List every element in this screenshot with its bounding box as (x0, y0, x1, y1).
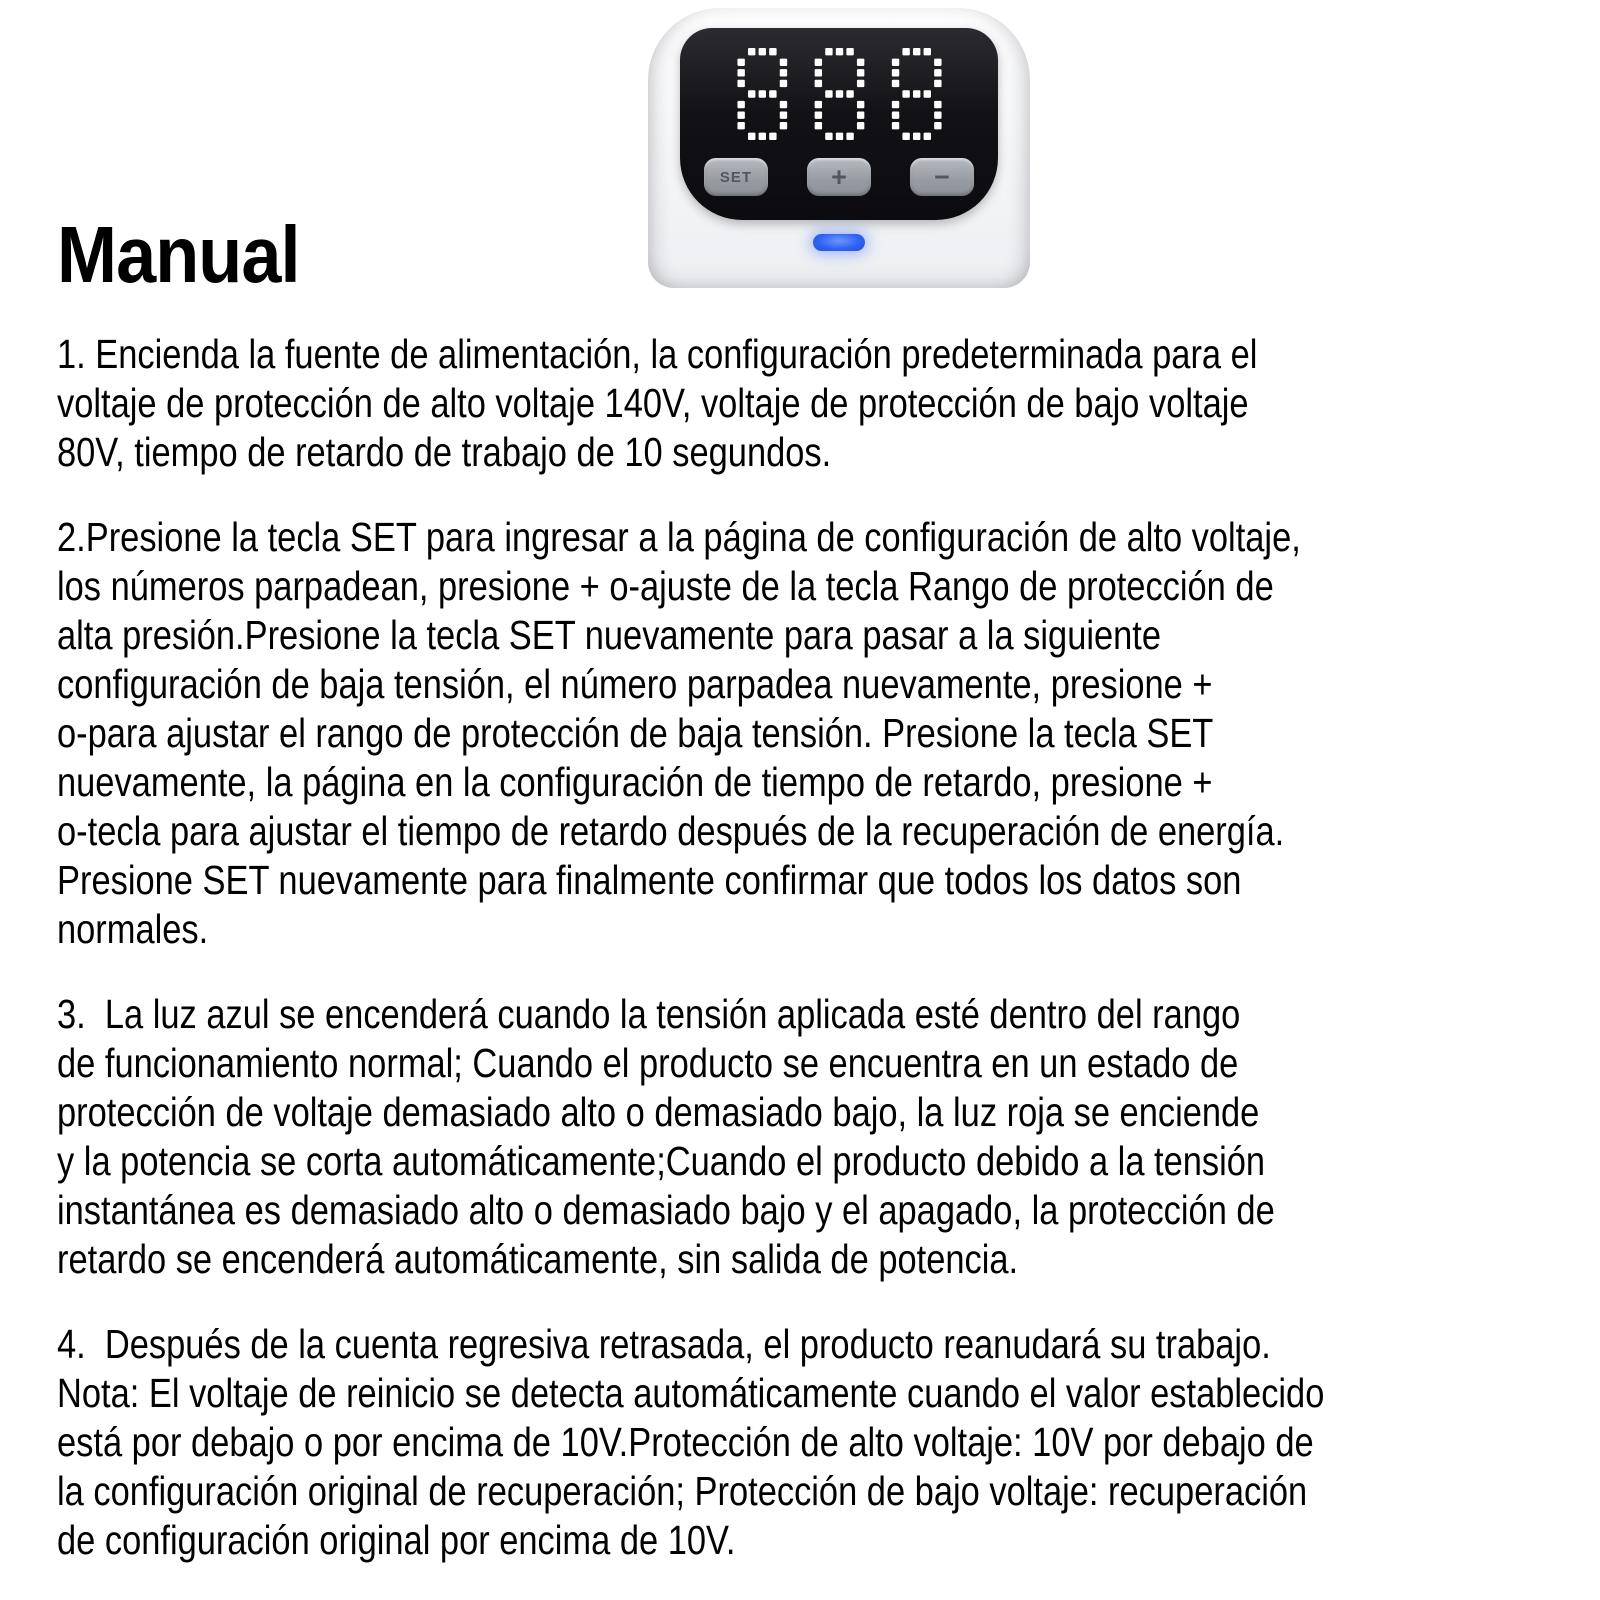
text-line: voltaje de protección de alto voltaje 140V, voltaje de protección de bajo voltaje (57, 380, 1249, 426)
text-line: Presione SET nuevamente para finalmente confirmar que todos los datos son (57, 857, 1242, 903)
instruction-paragraph-1 (57, 330, 1600, 477)
text-line: 1. Encienda la fuente de alimentación, la configuración predeterminada para el (57, 331, 1258, 377)
text-line: y la potencia se corta automáticamente;Cuando el producto debido a la tensión (57, 1138, 1266, 1184)
text-line: o-para ajustar el rango de protección de baja tensión. Presione la tecla SET (57, 710, 1214, 756)
manual-content (57, 0, 1600, 1600)
text-line: 4. Después de la cuenta regresiva retrasada, el producto reanudará su trabajo. (57, 1321, 1271, 1367)
text-line: instantánea es demasiado alto o demasiado bajo y el apagado, la protección de (57, 1187, 1275, 1233)
text-line: de funcionamiento normal; Cuando el producto se encuentra en un estado de (57, 1040, 1239, 1086)
plus-icon: + (831, 161, 847, 192)
minus-icon: − (934, 161, 950, 192)
text-line: está por debajo o por encima de 10V.Protección de alto voltaje: 10V por debajo de (57, 1419, 1314, 1465)
text-line: alta presión.Presione la tecla SET nuevamente para pasar a la siguiente (57, 612, 1162, 658)
instruction-paragraphs (57, 330, 1600, 1565)
text-line: de configuración original por encima de 10V. (57, 1517, 736, 1563)
text-line: 2.Presione la tecla SET para ingresar a la página de configuración de alto voltaje, (57, 514, 1301, 560)
text-line: Nota: El voltaje de reinicio se detecta automáticamente cuando el valor establecido (57, 1370, 1325, 1416)
text-line: protección de voltaje demasiado alto o demasiado bajo, la luz roja se enciende (57, 1089, 1260, 1135)
set-button-label: SET (719, 168, 753, 186)
text-line: retardo se encenderá automáticamente, sin salida de potencia. (57, 1236, 1019, 1282)
text-line: normales. (57, 906, 209, 952)
text-line: configuración de baja tensión, el número parpadea nuevamente, presione + (57, 661, 1213, 707)
text-line: 80V, tiempo de retardo de trabajo de 10 segundos. (57, 429, 832, 475)
text-line: o-tecla para ajustar el tiempo de retardo después de la recuperación de energía. (57, 808, 1285, 854)
text-line: 3. La luz azul se encenderá cuando la tensión aplicada esté dentro del rango (57, 991, 1241, 1037)
instruction-paragraph-3 (57, 990, 1600, 1284)
page-title: Manual (57, 210, 300, 299)
text-line: nuevamente, la página en la configuración de tiempo de retardo, presione + (57, 759, 1213, 805)
instruction-paragraph-4 (57, 1320, 1600, 1565)
text-line: la configuración original de recuperación; Protección de bajo voltaje: recuperación (57, 1468, 1308, 1514)
instruction-paragraph-2 (57, 513, 1600, 954)
text-line: los números parpadean, presione + o-ajuste de la tecla Rango de protección de (57, 563, 1274, 609)
